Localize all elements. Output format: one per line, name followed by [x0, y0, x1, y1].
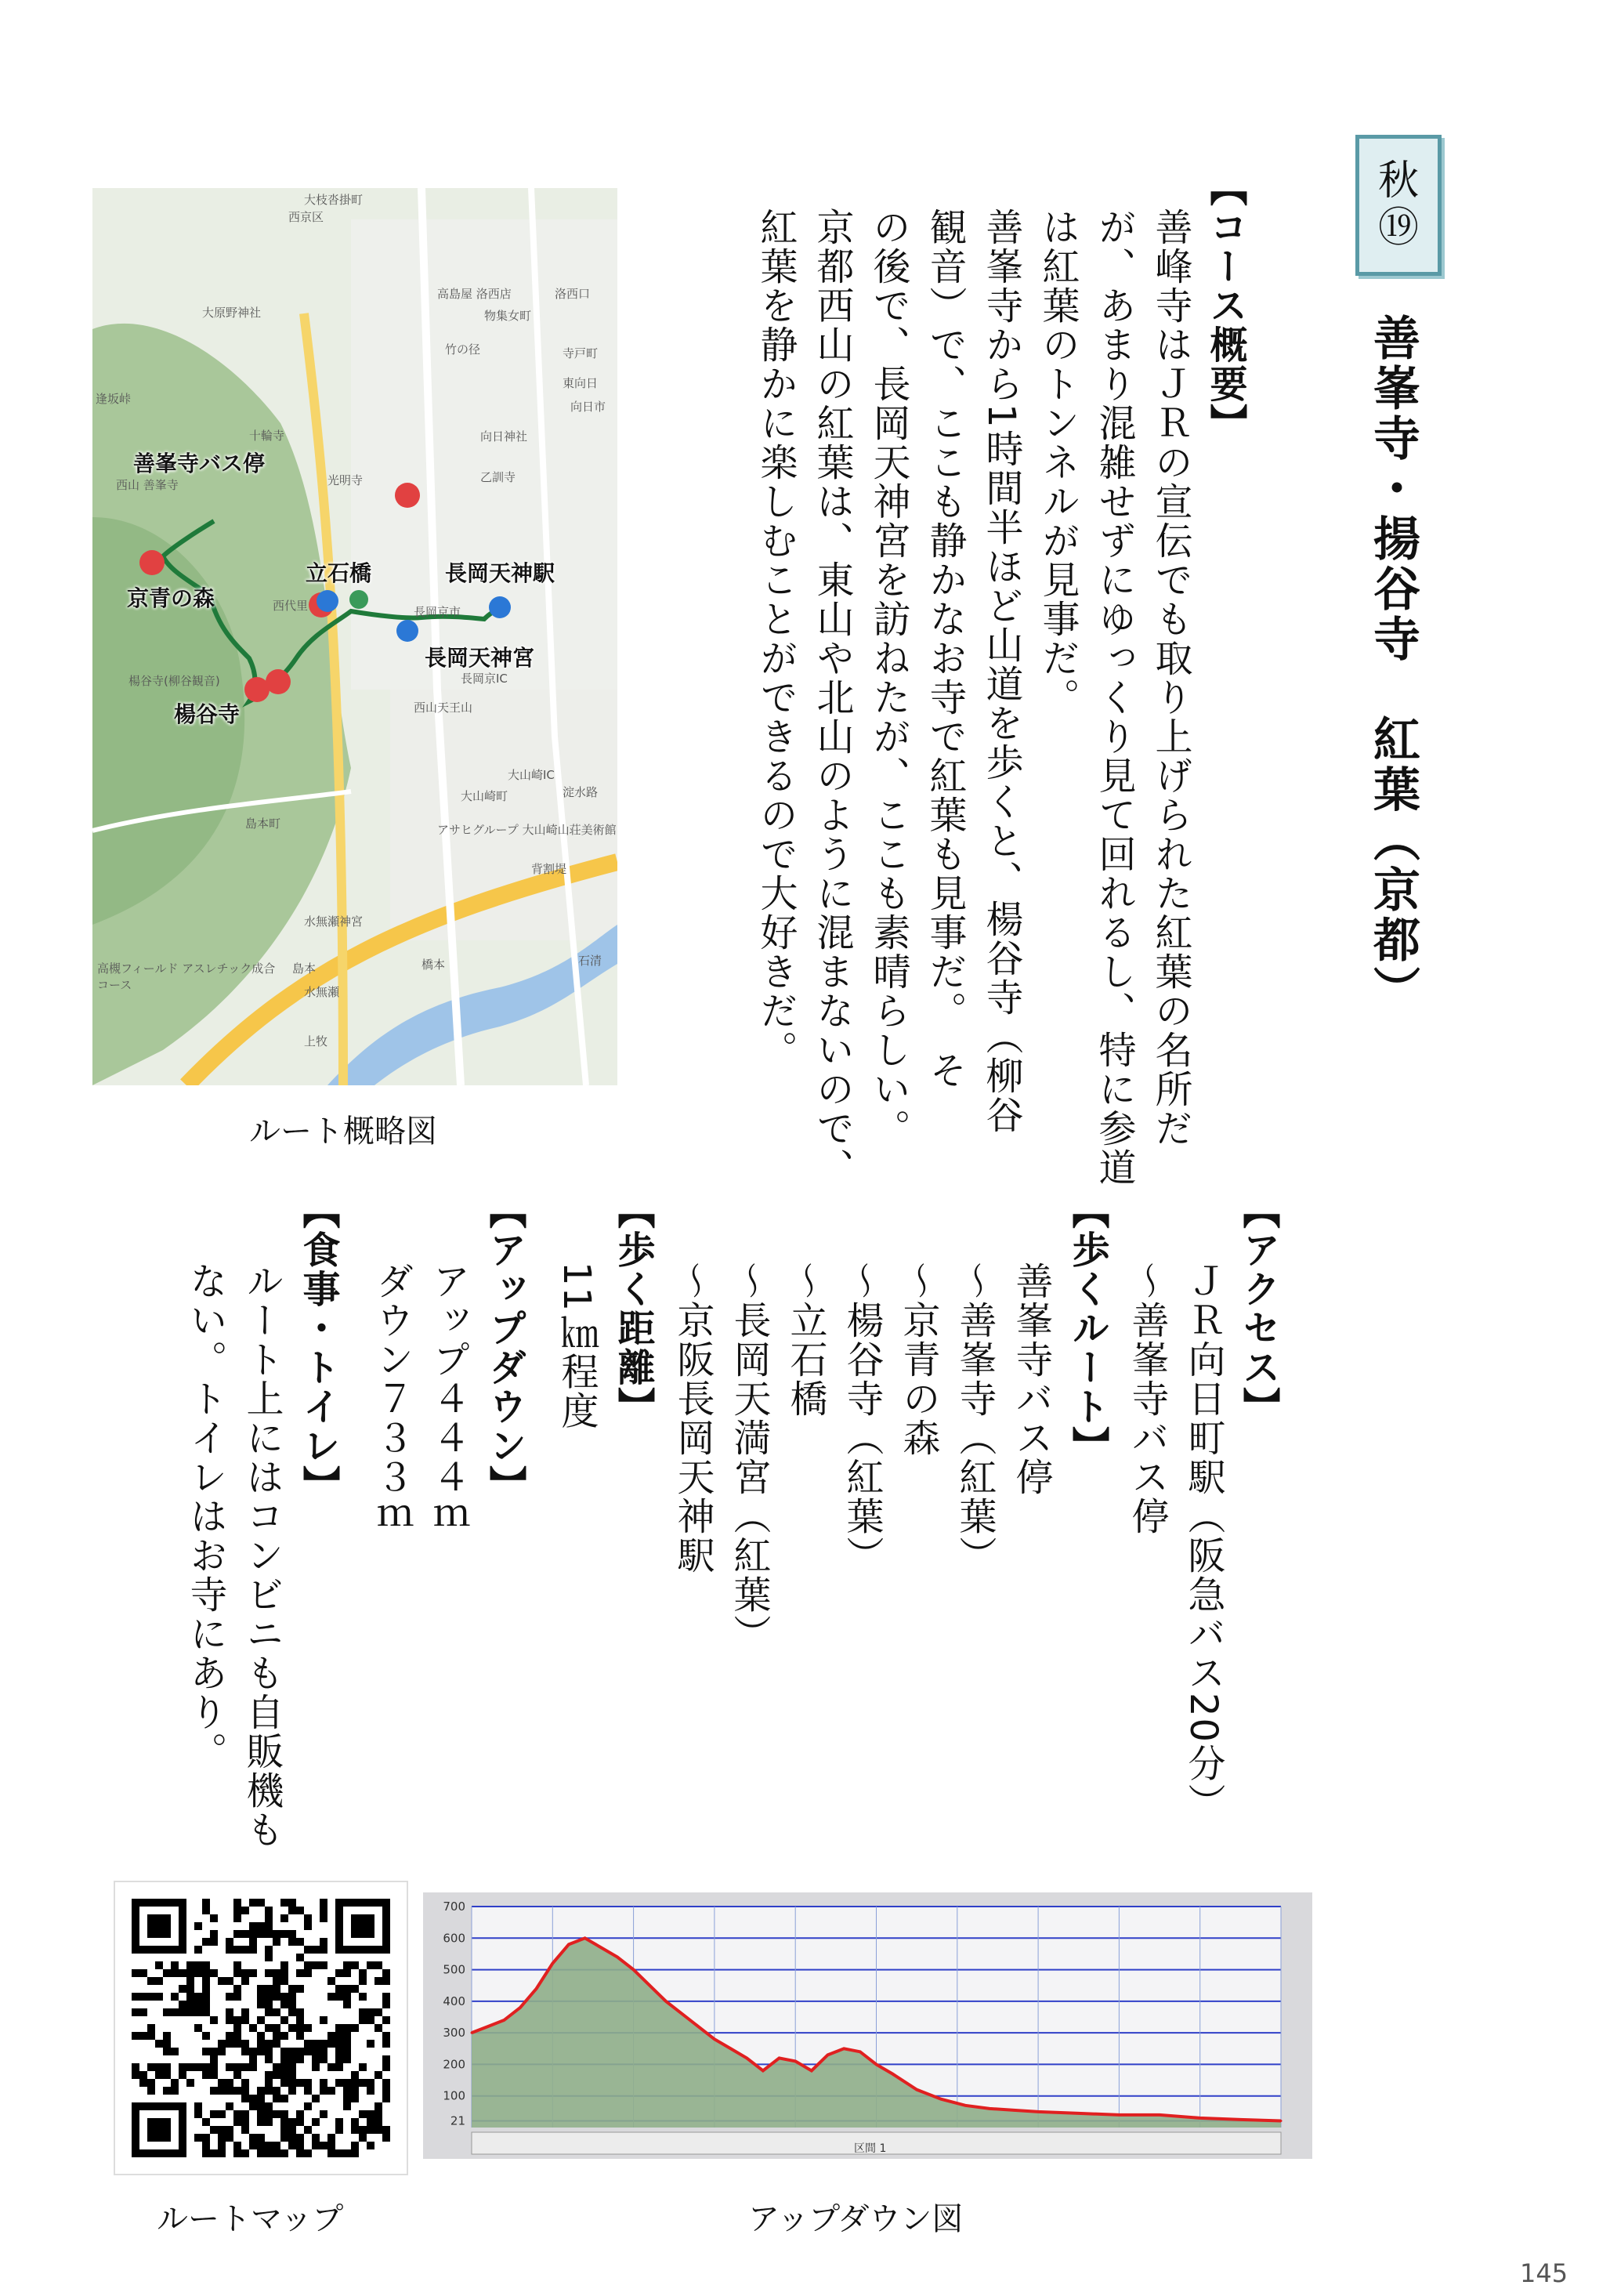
map-place: 西代里	[273, 599, 309, 613]
map-place: 西山 善峯寺	[116, 478, 179, 492]
map-place: 高島屋 洛西店	[437, 287, 512, 301]
map-label-yokokuji: 楊谷寺	[174, 701, 241, 727]
elevation-point	[1037, 2110, 1040, 2113]
map-label-bus-stop: 善峯寺バス停	[133, 451, 266, 476]
season-badge	[1355, 135, 1442, 276]
y-tick-label: 300	[443, 2026, 465, 2041]
route-line: ～京青の森	[896, 1262, 940, 1458]
access-heading: 【アクセス】	[1236, 1191, 1280, 1426]
page-number: 145	[1520, 2258, 1568, 2288]
y-tick-label: 400	[443, 1994, 465, 2008]
map-place: 東向日	[563, 376, 599, 390]
map-place: 向日神社	[480, 429, 528, 444]
elevation-point	[535, 1987, 537, 1990]
elevation-point	[503, 2019, 505, 2022]
elevation-point	[487, 2026, 489, 2028]
map-place: 十輪寺	[249, 429, 285, 443]
elevation-axis-label: 区間 1	[854, 2142, 887, 2155]
map-place: 背割堤	[531, 862, 567, 876]
map-place: 西山天王山	[414, 701, 473, 715]
map-place: 淀水路	[563, 785, 599, 799]
food-heading: 【食事・トイレ】	[296, 1191, 340, 1505]
map-place: 光明寺	[327, 473, 364, 487]
access-line: ＪＲ向日町駅（阪急バス20分）	[1181, 1262, 1225, 1823]
elevation-point	[810, 2070, 812, 2072]
elevation-point	[1239, 2118, 1242, 2120]
map-place: 寺戸町	[563, 346, 599, 360]
map-place: 竹の径	[445, 342, 481, 357]
map-place: 物集女町	[484, 309, 532, 323]
elevation-point	[859, 2051, 861, 2053]
y-tick-label: 600	[443, 1931, 465, 1946]
map-place: 石清	[578, 954, 602, 968]
overview-line: が、あまり混雑せずにゆっくり見て回れるし、特に参道	[1092, 208, 1136, 1187]
map-place: 水無瀬	[304, 985, 340, 999]
updown-down: ダウン７３３ｍ	[370, 1262, 414, 1536]
map-place: 大枝沓掛町	[304, 193, 364, 207]
y-tick-label: 500	[443, 1962, 465, 1977]
route-line: ～善峯寺（紅葉）	[953, 1262, 997, 1575]
map-place: 西京区	[288, 210, 324, 224]
elevation-point	[664, 2000, 667, 2002]
elevation-point	[778, 2057, 780, 2059]
route-line: ～楊谷寺（紅葉）	[840, 1262, 884, 1575]
route-line: ～京阪長岡天神駅	[671, 1262, 715, 1575]
map-place: 長岡京市	[414, 605, 461, 619]
updown-up: アップ４４４ｍ	[426, 1262, 470, 1536]
overview-line: の後で、長岡天神宮を訪ねたが、ここも素晴らしい。	[867, 208, 910, 1148]
route-line: ～長岡天満宮（紅葉）	[727, 1262, 771, 1653]
elevation-point	[794, 2060, 797, 2062]
food-line: ない。トイレはお寺にあり。	[183, 1262, 227, 1771]
distance-value: 11㎞程度	[555, 1262, 599, 1431]
food-line: ルート上にはコンビニも自販機も	[240, 1262, 284, 1849]
elevation-point	[697, 2026, 700, 2028]
map-label-tenjin-shrine: 長岡天神宮	[425, 645, 535, 671]
elevation-point	[1077, 2112, 1080, 2114]
elevation-point	[1280, 2120, 1283, 2122]
map-label-tenjin-station: 長岡天神駅	[445, 560, 555, 586]
elevation-point	[843, 2048, 845, 2050]
elevation-chart-svg	[423, 1892, 1312, 2159]
map-place: 島本町	[245, 817, 281, 831]
season-label: 秋	[1377, 158, 1419, 205]
elevation-point	[940, 2098, 942, 2100]
map-label-tateishi: 立石橋	[306, 560, 372, 586]
distance-heading: 【歩く距離】	[611, 1191, 655, 1426]
elevation-point	[1199, 2117, 1201, 2119]
elevation-point	[713, 2038, 715, 2041]
elevation-point	[964, 2104, 967, 2106]
elevation-point	[600, 1947, 602, 1949]
y-tick-label: 700	[443, 1899, 465, 1914]
y-tick-label: 21	[450, 2113, 465, 2128]
elevation-point	[519, 2006, 521, 2008]
route-line: ～立石橋	[783, 1262, 827, 1418]
route-line: 善峯寺バス停	[1009, 1262, 1053, 1497]
route-map-qr-code[interactable]	[114, 1881, 408, 2175]
map-caption: ルート概略図	[249, 1114, 437, 1150]
elevation-point	[1159, 2113, 1161, 2116]
map-place: 洛西口	[555, 287, 591, 301]
elevation-point	[649, 1984, 651, 1986]
course-number: ⑲	[1377, 205, 1419, 252]
map-place: 高槻フィールド アスレチック成合コース	[97, 961, 276, 992]
map-place: 島本	[292, 961, 317, 976]
elevation-point	[632, 1968, 635, 1971]
map-place: 逢坂峠	[96, 392, 132, 406]
elevation-point	[989, 2107, 991, 2109]
elevation-point	[567, 1943, 570, 1946]
map-place: 向日市	[570, 400, 606, 414]
elevation-point	[916, 2088, 918, 2091]
qr-caption: ルートマップ	[157, 2201, 344, 2237]
map-place: 楊谷寺(柳谷観音)	[128, 674, 220, 688]
map-place-names	[92, 188, 617, 1085]
route-map-image	[92, 188, 617, 1085]
elevation-point	[616, 1956, 618, 1958]
elevation-point	[471, 2032, 473, 2034]
map-place: 長岡京IC	[461, 672, 508, 686]
elevation-point	[892, 2073, 894, 2075]
y-tick-label: 200	[443, 2057, 465, 2072]
elevation-point	[875, 2063, 877, 2066]
map-label-forest: 京青の森	[127, 585, 215, 611]
overview-line: 観音）で、ここも静かなお寺で紅葉も見事だ。 そ	[923, 208, 967, 1090]
y-tick-label: 100	[443, 2088, 465, 2103]
elevation-point	[746, 2057, 748, 2059]
elevation-caption: アップダウン図	[748, 2201, 964, 2237]
route-heading: 【歩くルート】	[1065, 1191, 1109, 1465]
overview-line: 京都西山の紅葉は、東山や北山のように混まないので、	[810, 208, 854, 1187]
overview-heading: 【コース概要】	[1203, 168, 1247, 443]
map-place: アサヒグループ 大山崎山荘美術館	[437, 823, 617, 837]
overview-line: は紅葉のトンネルが見事だ。	[1036, 208, 1080, 717]
elevation-chart	[423, 1892, 1312, 2159]
page-title: 善峯寺・揚谷寺 紅葉（京都）	[1366, 313, 1420, 1016]
map-place: 大原野神社	[202, 306, 262, 320]
elevation-point	[729, 2048, 732, 2050]
elevation-point	[762, 2070, 764, 2072]
elevation-point	[584, 1937, 586, 1939]
overview-line: 善峯寺から1時間半ほど山道を歩くと、楊谷寺（柳谷	[979, 208, 1023, 1135]
updown-heading: 【アップダウン】	[483, 1191, 526, 1505]
access-line: ～善峯寺バス停	[1125, 1262, 1169, 1536]
map-place: 乙訓寺	[480, 470, 516, 484]
elevation-point	[1118, 2113, 1120, 2116]
map-place: 大山崎町	[461, 789, 508, 803]
map-place: 水無瀬神宮	[304, 914, 364, 929]
overview-line: 善峰寺はＪＲの宣伝でも取り上げられた紅葉の名所だ	[1149, 208, 1192, 1148]
elevation-point	[681, 2012, 683, 2015]
elevation-point	[552, 1962, 554, 1965]
course-overview	[754, 168, 1254, 1187]
overview-line: 紅葉を静かに楽しむことができるので大好きだ。	[754, 208, 798, 1070]
qr-pattern	[115, 1882, 407, 2174]
elevation-point	[827, 2054, 829, 2056]
map-place: 上牧	[304, 1034, 328, 1048]
map-place: 大山崎IC	[508, 768, 555, 782]
map-place: 橋本	[421, 958, 446, 972]
elevation-point	[1013, 2109, 1015, 2111]
